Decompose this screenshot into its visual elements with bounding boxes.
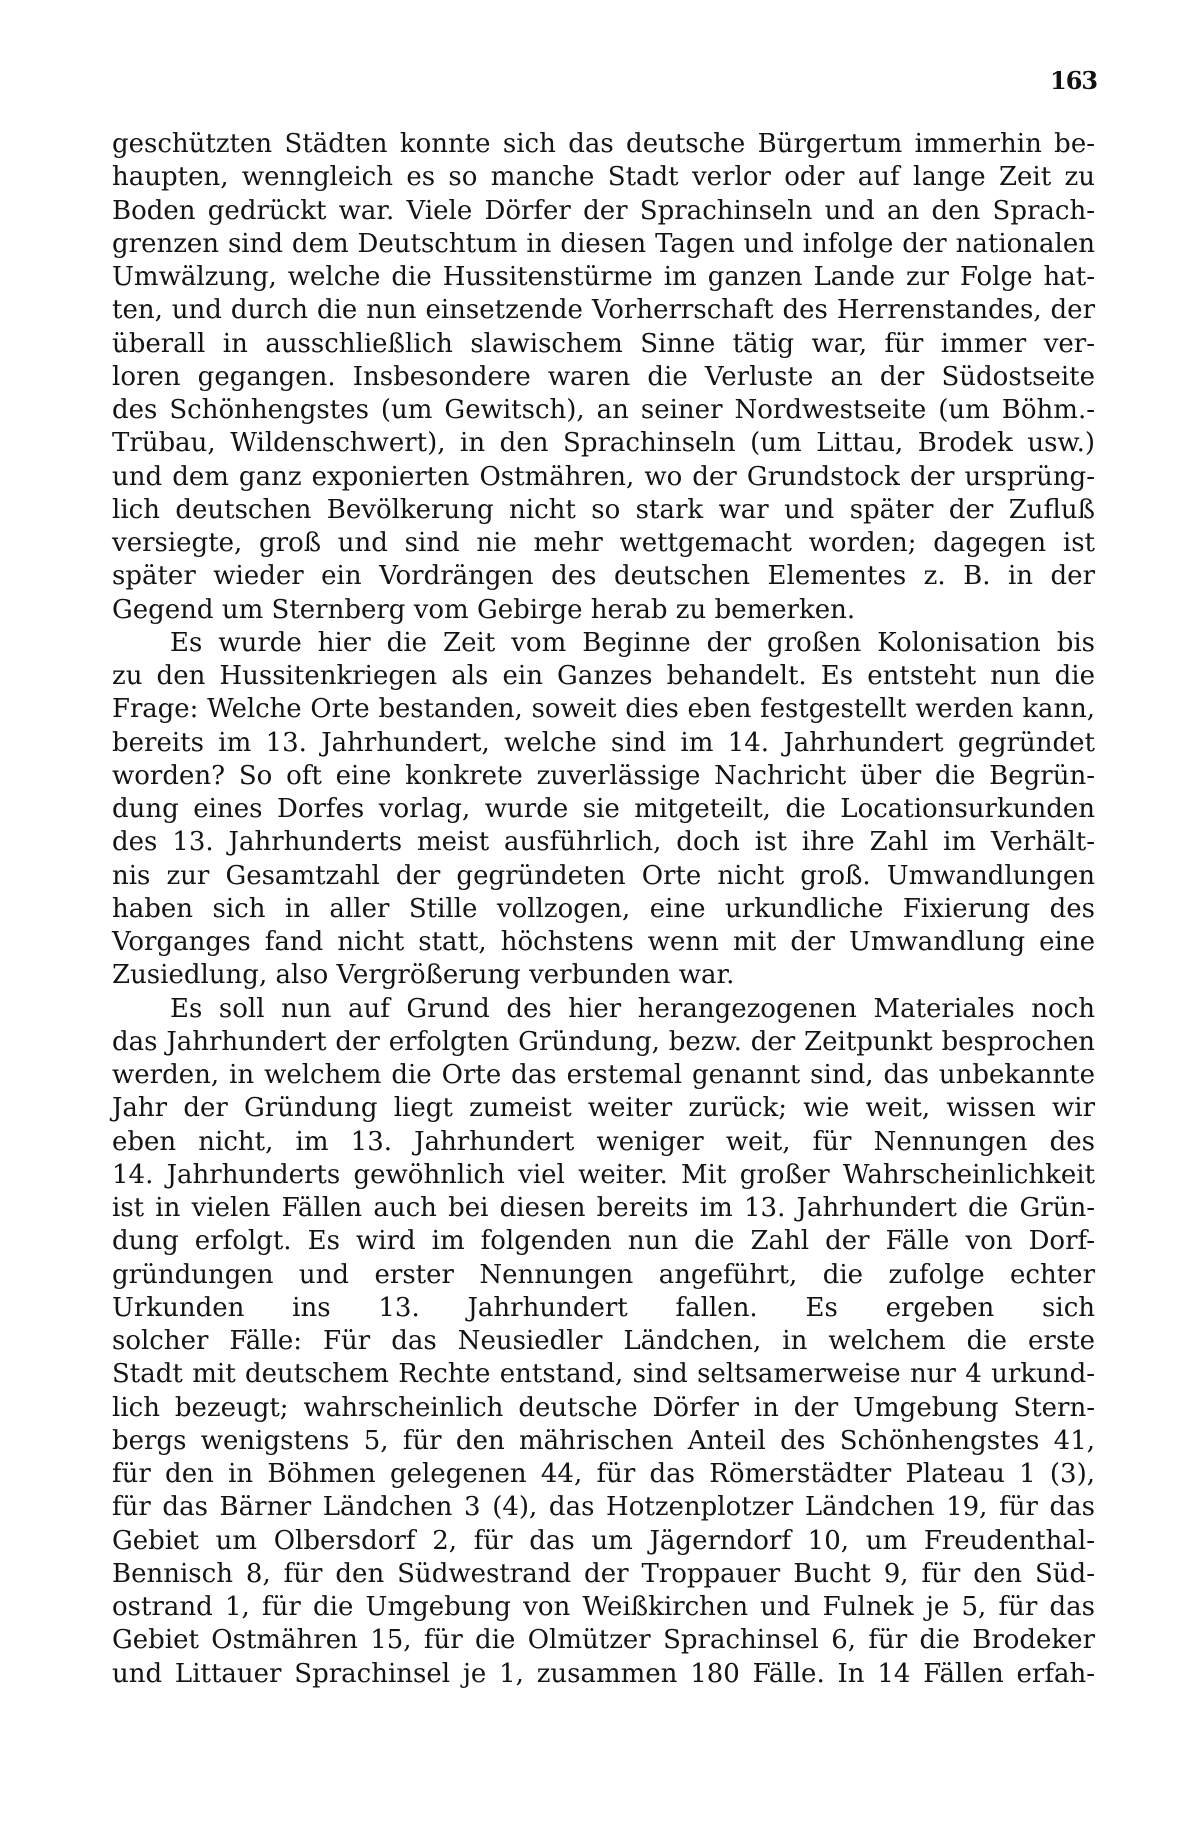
text-line: Gebiet um Olbersdorf 2, für das um Jägerndorf 10, um Freudenthal- [112,1525,1095,1556]
text-line: eben nicht, im 13. Jahrhundert weniger weit, für Nennungen des [112,1126,1095,1157]
text-line: ostrand 1, für die Umgebung von Weißkirchen und Fulnek je 5, für das [112,1592,1095,1622]
text-line: dung erfolgt. Es wird im folgenden nun die Zahl der Fälle von Dorf- [112,1226,1095,1257]
text-line: Urkunden ins 13. Jahrhundert fallen. Es ergeben sich [112,1292,1095,1323]
text-line: versiegte, groß und sind nie mehr wettgemacht worden; dagegen ist [112,528,1095,558]
text-line: grenzen sind dem Deutschtum in diesen Tagen und infolge der nationalen [112,228,1095,259]
text-line: werden, in welchem die Orte das erstemal genannt sind, das unbekannte [112,1060,1095,1090]
page-number: 163 [1050,66,1098,95]
text-line: Jahr der Gründung liegt zumeist weiter zurück; wie weit, wissen wir [112,1093,1095,1124]
text-line: haben sich in aller Stille vollzogen, eine urkundliche Fixierung des [112,893,1095,924]
text-line: des 13. Jahrhunderts meist ausführlich, doch ist ihre Zahl im Verhält- [112,827,1095,858]
paragraph [112,993,1095,1691]
text-line: zu den Hussitenkriegen als ein Ganzes behandelt. Es entsteht nun die [112,661,1095,691]
text-line: nis zur Gesamtzahl der gegründeten Orte nicht groß. Umwandlungen [112,860,1095,891]
text-line: bergs wenigstens 5, für den mährischen Anteil des Schönhengstes 41, [112,1425,1095,1456]
text-line: Umwälzung, welche die Hussitenstürme im ganzen Lande zur Folge hat- [112,262,1095,292]
text-line: Boden gedrückt war. Viele Dörfer der Sprachinseln und an den Sprach- [112,195,1095,226]
text-line: das Jahrhundert der erfolgten Gründung, bezw. der Zeitpunkt besprochen [112,1026,1095,1057]
text-line: Gebiet Ostmähren 15, für die Olmützer Sprachinsel 6, für die Brodeker [112,1625,1095,1656]
text-line: lich bezeugt; wahrscheinlich deutsche Dörfer in der Umgebung Stern- [112,1392,1095,1423]
text-line: geschützten Städten konnte sich das deutsche Bürgertum immerhin be- [112,129,1095,159]
text-line: 14. Jahrhunderts gewöhnlich viel weiter. Mit großer Wahrscheinlichkeit [112,1159,1095,1190]
text-line: bereits im 13. Jahrhundert, welche sind im 14. Jahrhundert gegründet [112,727,1095,758]
text-line: Frage: Welche Orte bestanden, soweit dies eben festgestellt werden kann, [112,694,1095,725]
text-line: für den in Böhmen gelegenen 44, für das Römerstädter Plateau 1 (3), [112,1459,1095,1489]
text-line: überall in ausschließlich slawischem Sinne tätig war, für immer ver- [112,328,1095,359]
text-line: Es soll nun auf Grund des hier herangezogenen Materiales noch [170,993,1095,1024]
body-text [112,128,1095,1691]
text-line: später wieder ein Vordrängen des deutschen Elementes z. B. in der [112,561,1095,592]
text-line: Zusiedlung, also Vergrößerung verbunden war. [112,960,735,991]
text-line: und Littauer Sprachinsel je 1, zusammen 180 Fälle. In 14 Fällen erfah- [112,1658,1095,1689]
text-line: dung eines Dorfes vorlag, wurde sie mitgeteilt, die Locationsurkunden [112,794,1095,824]
text-line: lich deutschen Bevölkerung nicht so stark war und später der Zufluß [112,494,1095,525]
text-line: solcher Fälle: Für das Neusiedler Ländchen, in welchem die erste [112,1326,1095,1356]
paragraph [112,627,1095,993]
text-line: ten, und durch die nun einsetzende Vorherrschaft des Herrenstandes, der [112,295,1095,326]
text-line: Es wurde hier die Zeit vom Beginne der großen Kolonisation bis [170,627,1095,658]
paragraph [112,128,1095,627]
text-line: haupten, wenngleich es so manche Stadt verlor oder auf lange Zeit zu [112,162,1095,193]
text-line: gründungen und erster Nennungen angeführt, die zufolge echter [112,1259,1095,1290]
text-line: Vorganges fand nicht statt, höchstens wenn mit der Umwandlung eine [112,927,1095,957]
text-line: des Schönhengstes (um Gewitsch), an seiner Nordwestseite (um Böhm.- [112,395,1095,425]
text-line: ist in vielen Fällen auch bei diesen bereits im 13. Jahrhundert die Grün- [112,1193,1095,1223]
text-line: Trübau, Wildenschwert), in den Sprachinseln (um Littau, Brodek usw.) [112,428,1095,459]
text-line: Gegend um Sternberg vom Gebirge herab zu bemerken. [112,594,856,625]
text-line: worden? So oft eine konkrete zuverlässige Nachricht über die Begrün- [112,760,1095,791]
text-line: Stadt mit deutschem Rechte entstand, sind seltsamerweise nur 4 urkund- [112,1359,1095,1390]
text-line: loren gegangen. Insbesondere waren die Verluste an der Südostseite [112,361,1095,392]
text-line: und dem ganz exponierten Ostmähren, wo der Grundstock der ursprüng- [112,461,1095,492]
text-line: Bennisch 8, für den Südwestrand der Troppauer Bucht 9, für den Süd- [112,1558,1095,1589]
text-line: für das Bärner Ländchen 3 (4), das Hotzenplotzer Ländchen 19, für das [112,1492,1095,1523]
